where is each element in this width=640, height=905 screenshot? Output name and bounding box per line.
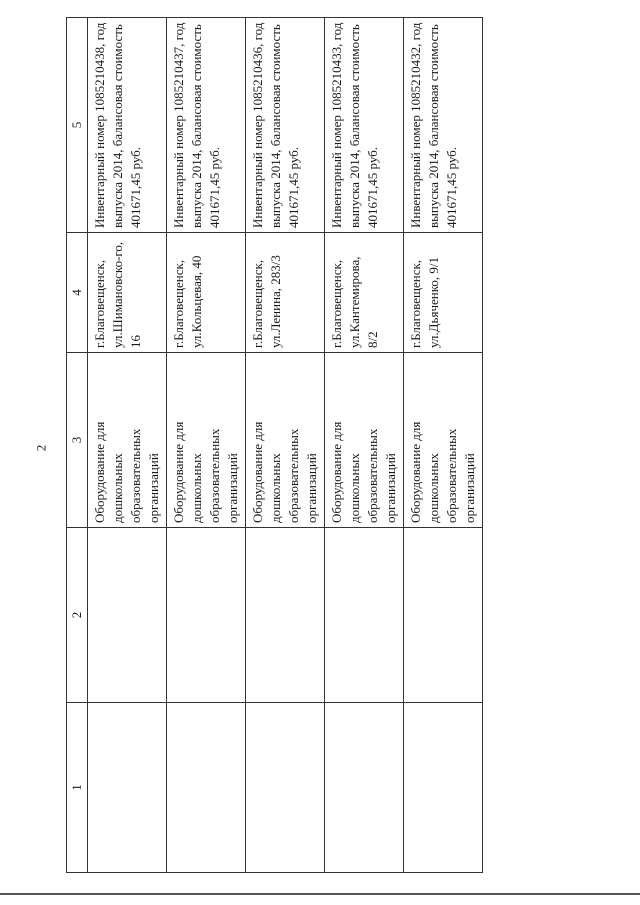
- property-table: [66, 17, 483, 873]
- cell-name: Оборудование для дошкольных образовательных организаций: [325, 353, 404, 528]
- column-number: 4: [67, 233, 88, 353]
- cell-col2: [88, 528, 167, 703]
- table-row: [246, 18, 325, 873]
- cell-col1: [404, 703, 483, 873]
- cell-address: г.Благовещенск, ул.Дьяченко, 9/1: [404, 233, 483, 353]
- cell-address: г.Благовещенск, ул.Шимановско-го, 16: [88, 233, 167, 353]
- table-row: [88, 18, 167, 873]
- cell-description: Инвентарный номер 1085210438, год выпуска 2014, балансовая стоимость 401671,45 руб.: [88, 18, 167, 233]
- cell-name: Оборудование для дошкольных образовательных организаций: [404, 353, 483, 528]
- cell-col1: [88, 703, 167, 873]
- column-number-row: [67, 18, 88, 873]
- column-number: 2: [67, 528, 88, 703]
- cell-address: г.Благовещенск, ул.Кольцевая, 40: [167, 233, 246, 353]
- cell-name: Оборудование для дошкольных образовательных организаций: [88, 353, 167, 528]
- cell-col1: [246, 703, 325, 873]
- cell-description: Инвентарный номер 1085210432, год выпуска 2014, балансовая стоимость 401671,45 руб.: [404, 18, 483, 233]
- cell-address: г.Благовещенск, ул.Кантемирова, 8/2: [325, 233, 404, 353]
- column-number: 5: [67, 18, 88, 233]
- cell-name: Оборудование для дошкольных образовательных организаций: [167, 353, 246, 528]
- cell-col1: [325, 703, 404, 873]
- cell-col2: [404, 528, 483, 703]
- page-bottom-edge: [0, 893, 640, 895]
- cell-name: Оборудование для дошкольных образовательных организаций: [246, 353, 325, 528]
- cell-description: Инвентарный номер 1085210436, год выпуска 2014, балансовая стоимость 401671,45 руб.: [246, 18, 325, 233]
- column-number: 3: [67, 353, 88, 528]
- column-number: 1: [67, 703, 88, 873]
- table-row: [404, 18, 483, 873]
- table-row: [167, 18, 246, 873]
- cell-address: г.Благовещенск, ул.Ленина, 283/3: [246, 233, 325, 353]
- cell-col2: [325, 528, 404, 703]
- cell-description: Инвентарный номер 1085210433, год выпуска 2014, балансовая стоимость 401671,45 руб.: [325, 18, 404, 233]
- rotated-table-wrapper: [66, 18, 477, 873]
- table-row: [325, 18, 404, 873]
- cell-description: Инвентарный номер 1085210437, год выпуска 2014, балансовая стоимость 401671,45 руб.: [167, 18, 246, 233]
- cell-col1: [167, 703, 246, 873]
- cell-col2: [246, 528, 325, 703]
- cell-col2: [167, 528, 246, 703]
- page-number: 2: [33, 444, 49, 452]
